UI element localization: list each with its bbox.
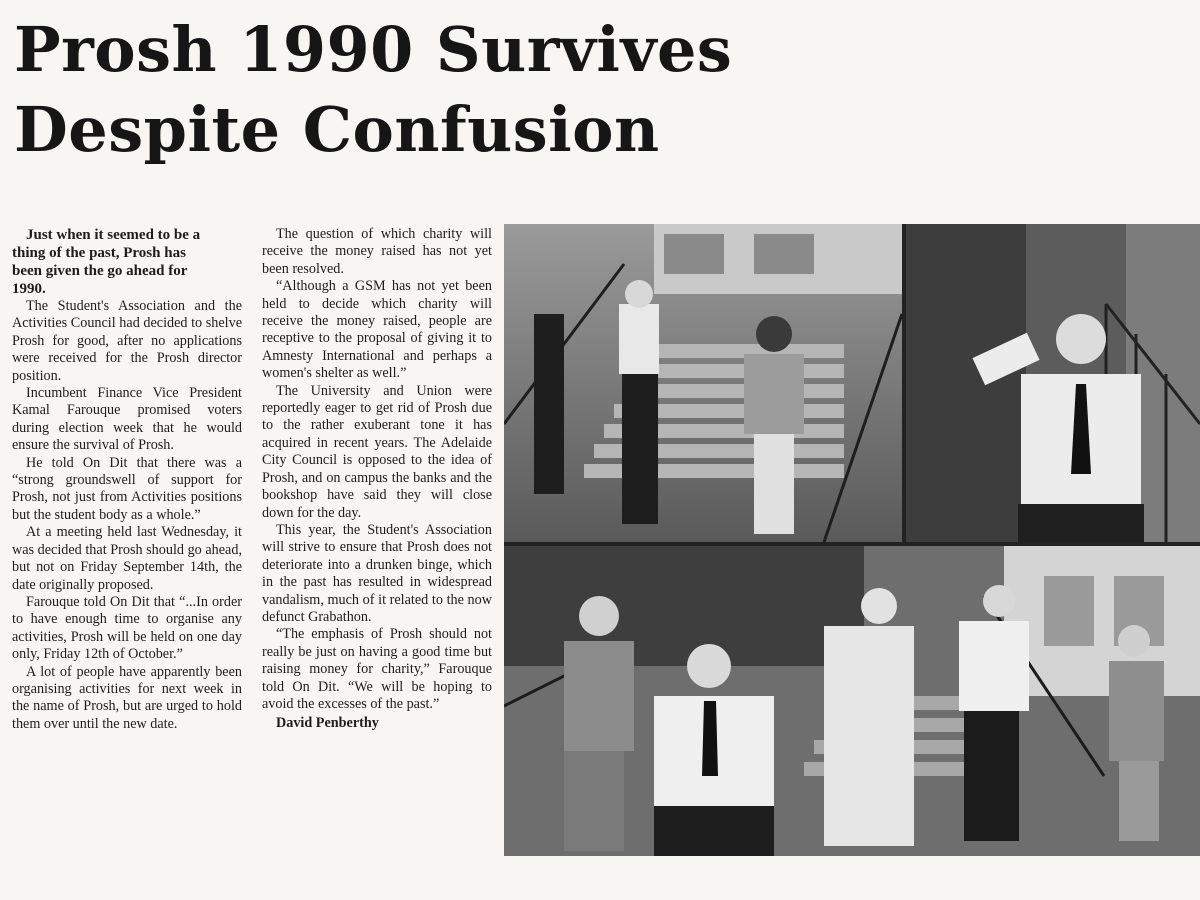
paragraph: “The emphasis of Prosh should not really be just on having a good time but raising money for charity,” Farouque told On Dit. “We will be hoping to avoid the excesses of the past.” — [262, 626, 492, 712]
paragraph: At a meeting held last Wednesday, it was decided that Prosh should go ahead, but not on Friday September 14th, the date originally proposed. — [12, 524, 242, 593]
paragraph: A lot of people have apparently been organising activities for next week in the name of Prosh, but are urged to hold them over until the new date. — [12, 663, 242, 732]
photo-stairs-group — [504, 224, 902, 542]
paragraph: The question of which charity will receive the money raised has not yet been resolved. — [262, 226, 492, 277]
paragraph: Incumbent Finance Vice President Kamal Farouque promised voters during election week that he would ensure the survival of Prosh. — [12, 385, 242, 454]
paragraph: This year, the Student's Association will strive to ensure that Prosh does not deteriorate into a drunken binge, which in the past has resulted in widespread vandalism, much of it related to the now defunct Grabathon. — [262, 521, 492, 625]
paragraph: He told On Dit that there was a “strong groundswell of support for Prosh, not just from Activities positions but the student body as a whole.” — [12, 454, 242, 523]
photo-collage — [504, 224, 1200, 856]
photo-man-with-tie — [906, 224, 1200, 542]
paragraph: Farouque told On Dit that “...In order to have enough time to organise any activities, Prosh will be held on one day only, Friday 12th of October.” — [12, 593, 242, 663]
lead-line-3: been given the go ahead for — [12, 263, 188, 279]
paragraph: The Student's Association and the Activities Council had decided to shelve Prosh for good, after no applications were received for the Prosh director position. — [12, 298, 242, 384]
byline: David Penberthy — [276, 715, 379, 732]
headline-line-2: Despite Confusion — [14, 93, 660, 166]
paragraph: “Although a GSM has not yet been held to decide which charity will receive the money raised, people are receptive to the proposal of giving it to Amnesty International and perhaps a women's shelter as well.” — [262, 278, 492, 382]
headline-line-1: Prosh 1990 Survives — [14, 13, 733, 86]
photo-group-celebrating — [504, 546, 1200, 856]
lead-paragraph — [12, 226, 242, 298]
lead-line-1: Just when it seemed to be a — [26, 227, 201, 243]
headline — [14, 10, 774, 170]
article-column-2 — [262, 226, 492, 733]
article-column-1 — [12, 226, 242, 733]
lead-line-4: 1990. — [12, 281, 46, 297]
paragraph: The University and Union were reportedly eager to get rid of Prosh due to the rather exuberant tone it has acquired in recent years. The Adelaide City Council is opposed to the idea of Prosh, and on campus the banks and the bookshop have said they will close down for the day. — [262, 382, 492, 521]
lead-line-2: thing of the past, Prosh has — [12, 245, 186, 261]
